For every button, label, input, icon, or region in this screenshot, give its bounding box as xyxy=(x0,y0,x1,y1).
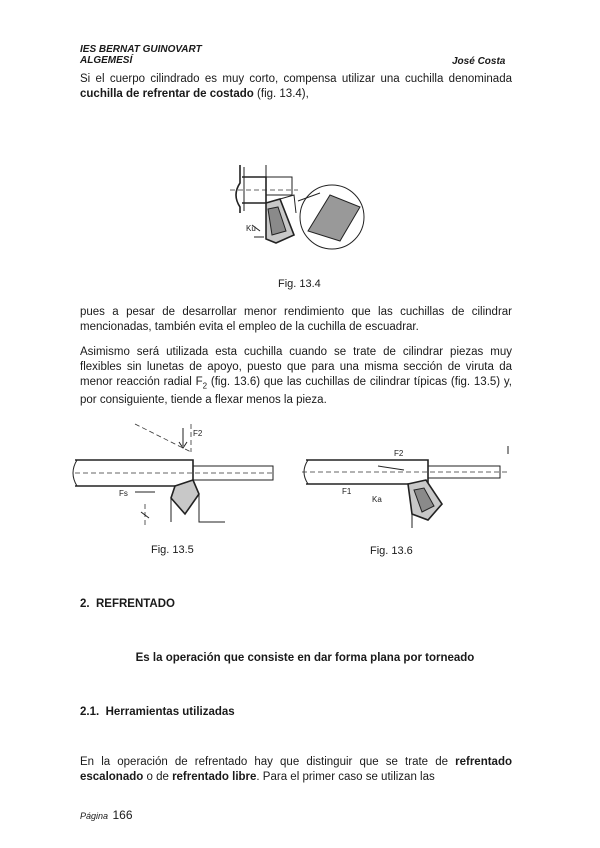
paragraph-refrentado xyxy=(80,755,512,785)
fig-13-5-workpiece xyxy=(73,460,275,486)
fig-13-6-caption: Fig. 13.6 xyxy=(370,545,413,557)
figure-13-6 xyxy=(298,440,518,530)
section-number: 2. xyxy=(80,598,90,610)
paragraph-refrentado-b2: refrentado libre xyxy=(172,771,257,783)
paragraph-intro-text: Si el cuerpo cilindrado es muy corto, compensa utilizar una cuchilla denominada xyxy=(80,73,512,85)
fig-13-6-tool xyxy=(408,480,442,528)
page-number: 166 xyxy=(112,808,133,822)
fig-13-5-f2-label: F2 xyxy=(193,429,203,438)
paragraph-performance: pues a pesar de desarrollar menor rendimiento que las cuchillas de cilindrar mencionadas, también evita el empleo de la cuchilla de escuadrar. xyxy=(80,306,512,333)
subsection-title: Herramientas utilizadas xyxy=(105,706,235,718)
paragraph-flexible-text: Asimismo será utilizada esta cuchilla cuando se trate de cilindrar piezas muy flexibles sin lunetas de apoyo, puesto que para una misma sección de viruta da menor reacción radial F xyxy=(80,346,512,388)
header-school: IES BERNAT GUINOVART xyxy=(80,44,202,55)
paragraph-flexible-tail: (fig. 13.6) que las cuchillas de cilindrar típicas (fig. 13.5) y, por consiguiente, tiende a flexar menos la pieza. xyxy=(80,376,513,407)
figure-13-5 xyxy=(75,422,275,532)
section-heading-refrentado xyxy=(80,598,175,610)
fig-13-4-workpiece xyxy=(230,165,298,213)
paragraph-refrentado-b1: refrentado escalonado xyxy=(80,756,512,783)
figure-13-4 xyxy=(220,155,370,255)
paragraph-flexible-sub: 2 xyxy=(202,381,208,391)
subsection-heading-tools xyxy=(80,706,235,718)
fig-13-4-angle-label: Ku xyxy=(246,224,256,233)
fig-13-4-tool xyxy=(266,195,296,243)
paragraph-intro xyxy=(80,72,512,102)
fig-13-5-tool xyxy=(171,480,225,522)
page-label: Página xyxy=(80,811,109,821)
header-author: José Costa xyxy=(452,56,506,67)
fig-13-6-f1-label: F1 xyxy=(342,487,352,496)
fig-13-4-detail-circle xyxy=(298,185,364,249)
section-title: REFRENTADO xyxy=(95,598,175,610)
fig-13-6-f2-label: F2 xyxy=(394,449,404,458)
fig-13-5-fs-label: Fs xyxy=(119,489,128,498)
fig-13-5-caption: Fig. 13.5 xyxy=(151,544,194,556)
header-city: ALGEMESÍ xyxy=(80,55,133,66)
paragraph-intro-tail: (fig. 13.4), xyxy=(253,88,309,100)
fig-13-6-angle-label: Ka xyxy=(372,495,382,504)
paragraph-intro-term: cuchilla de refrentar de costado xyxy=(80,88,254,100)
subsection-number: 2.1. xyxy=(80,706,100,718)
paragraph-refrentado-t3: . Para el primer caso se utilizan las xyxy=(256,771,435,783)
fig-13-6-workpiece xyxy=(302,460,508,484)
fig-13-4-caption: Fig. 13.4 xyxy=(278,278,321,290)
paragraph-refrentado-t2: o de xyxy=(143,771,173,783)
page-footer xyxy=(80,806,133,824)
paragraph-refrentado-t1: En la operación de refrentado hay que distinguir que se trate de xyxy=(80,756,456,768)
paragraph-flexible xyxy=(80,345,512,408)
definition-statement: Es la operación que consiste en dar forma plana por torneado xyxy=(135,652,475,664)
